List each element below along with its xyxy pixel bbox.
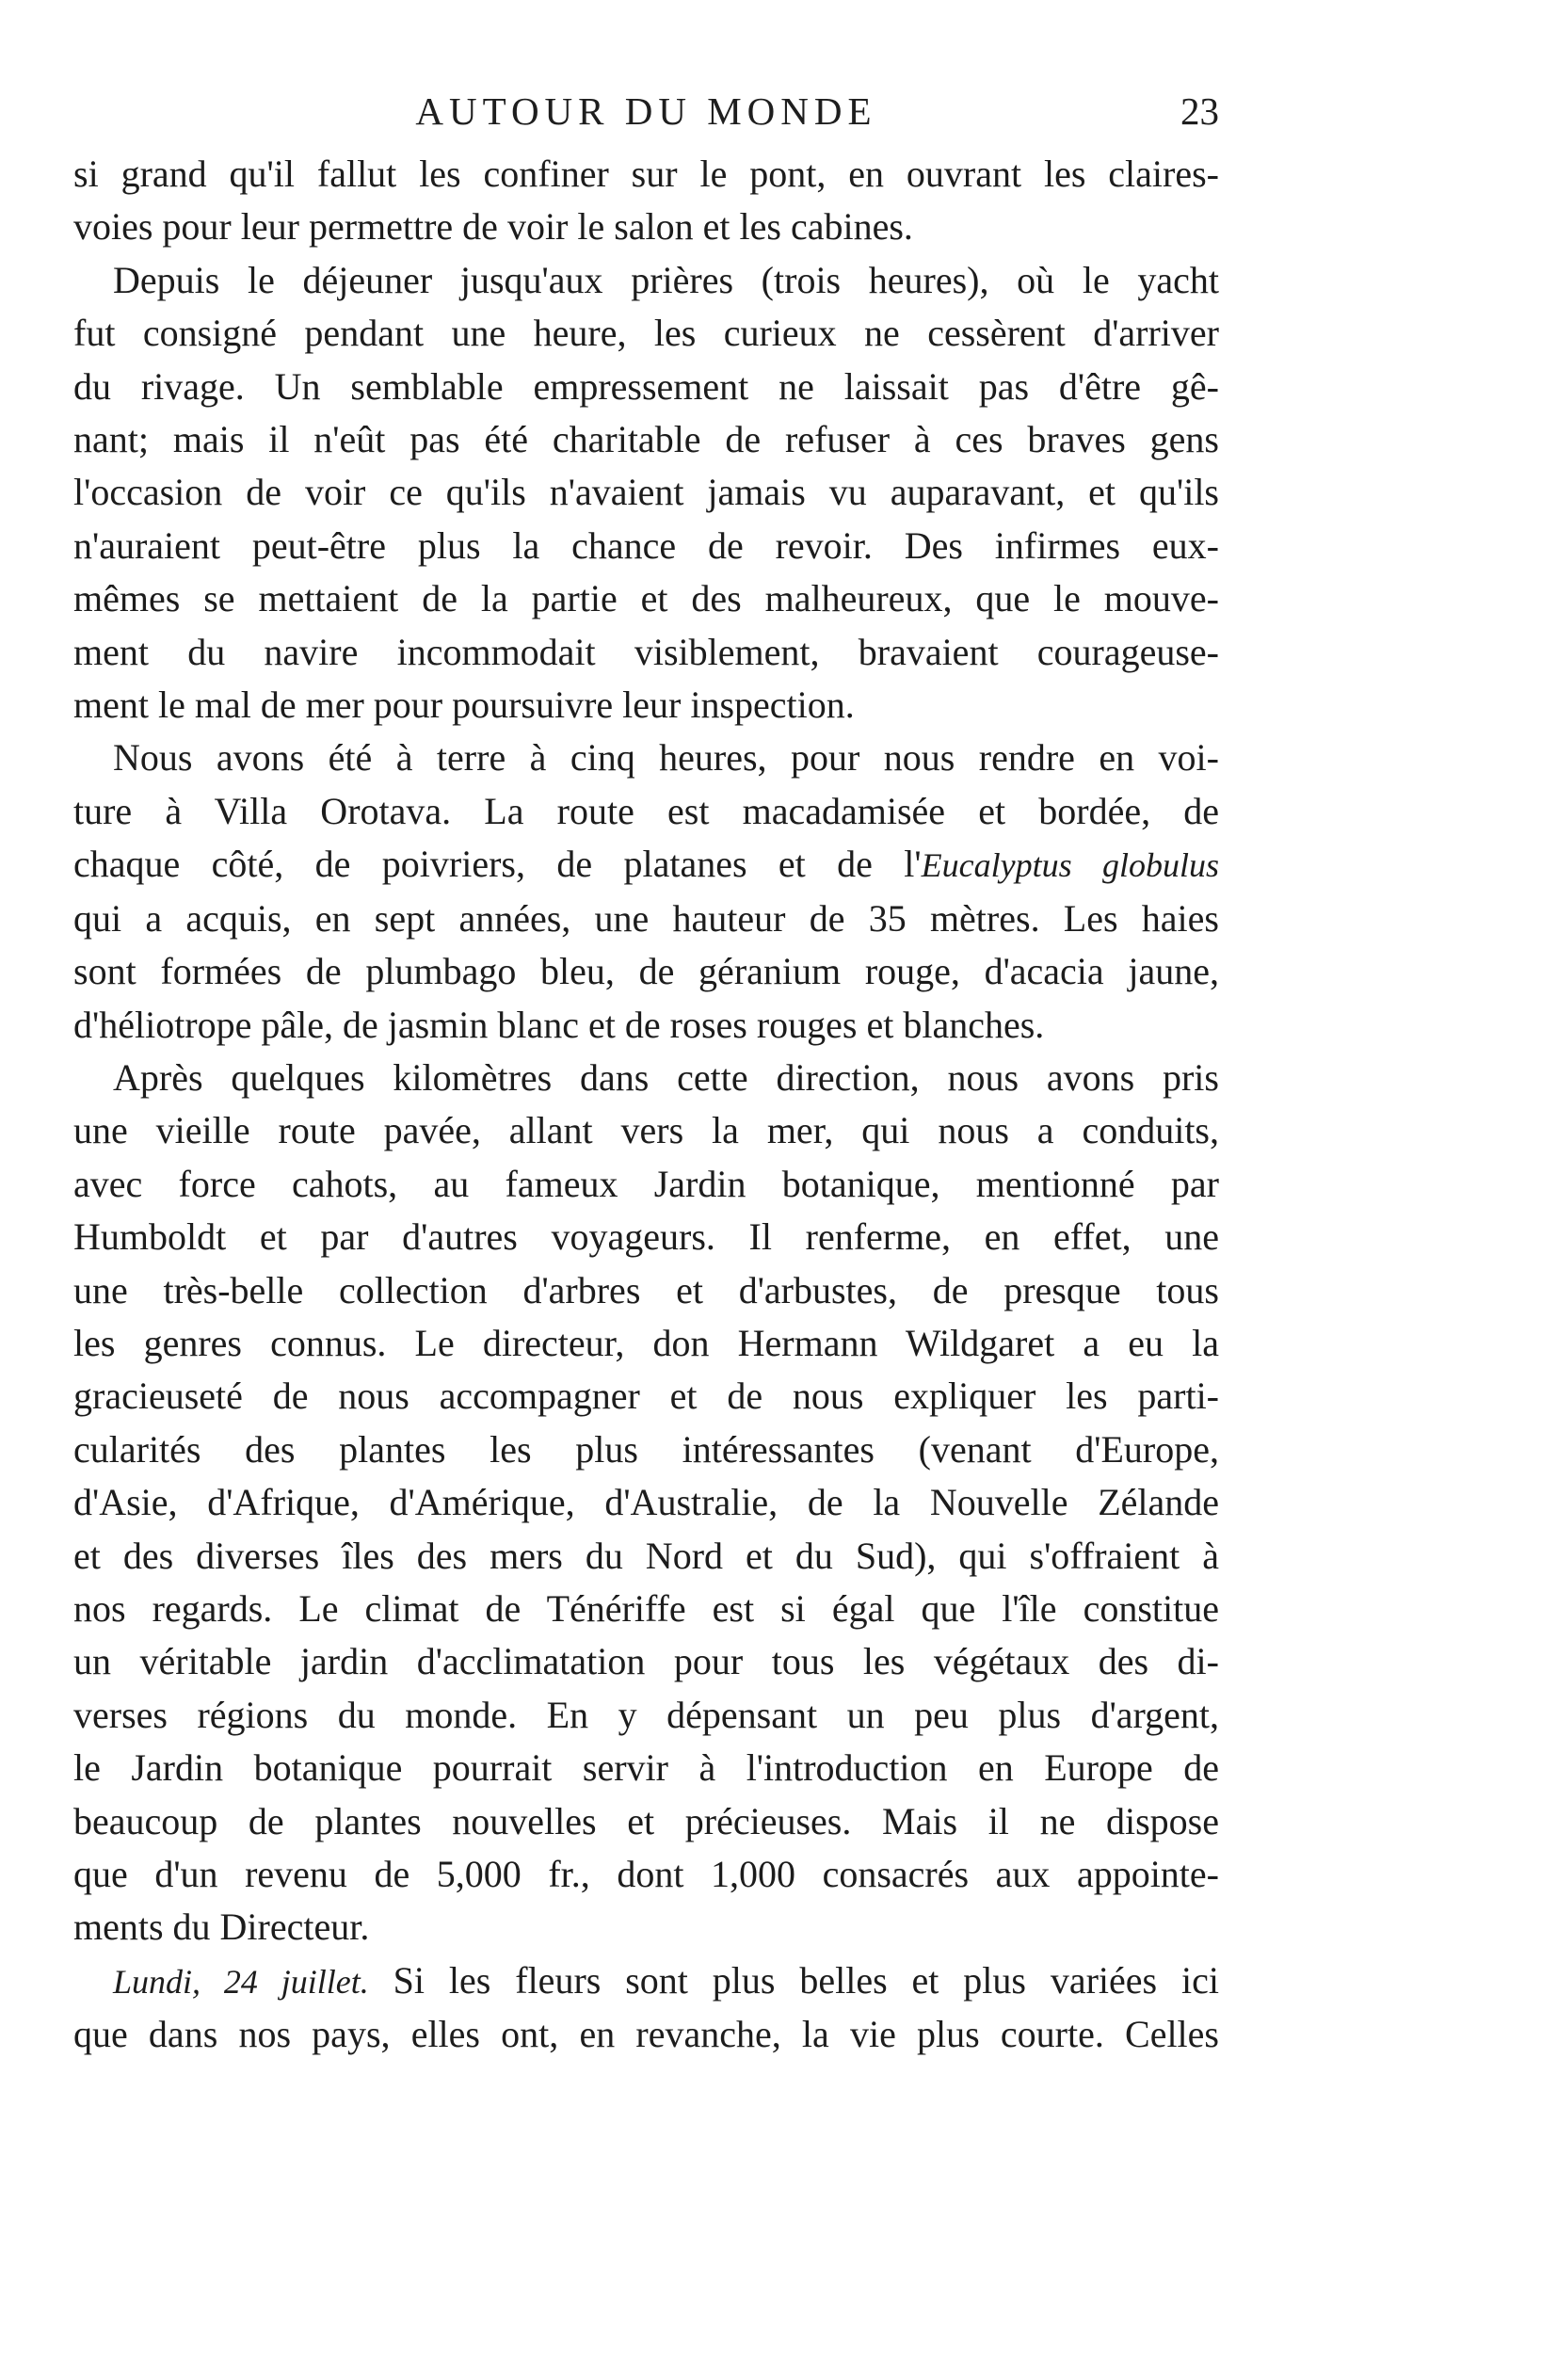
text-line: mêmes se mettaient de la partie et des malheureux, que le mouve-	[73, 577, 1219, 620]
date-heading: Lundi, 24 juillet.	[113, 1962, 369, 2001]
page-header	[73, 83, 1219, 139]
text-line: un véritable jardin d'acclimatation pour tous les végétaux des di-	[73, 1640, 1219, 1683]
text-line	[73, 1954, 1219, 2008]
text-fragment: chaque côté, de poivriers, de platanes et de l'	[73, 843, 922, 886]
text-line: Après quelques kilomètres dans cette direction, nous avons pris	[113, 1055, 1219, 1099]
text-line: une très-belle collection d'arbres et d'arbustes, de presque tous	[73, 1268, 1219, 1311]
running-title: AUTOUR DU MONDE	[415, 89, 877, 133]
text-line: cularités des plantes les plus intéressantes (venant d'Europe,	[73, 1427, 1219, 1471]
text-line: Depuis le déjeuner jusqu'aux prières (trois heures), où le yacht	[113, 258, 1219, 301]
text-line: du rivage. Un semblable empressement ne laissait pas d'être gê-	[73, 364, 1219, 408]
text-line: les genres connus. Le directeur, don Hermann Wildgaret a eu la	[73, 1321, 1219, 1364]
text-line: gracieuseté de nous accompagner et de nous expliquer les parti-	[73, 1375, 1219, 1418]
paragraph	[73, 254, 1219, 732]
text-line: Humboldt et par d'autres voyageurs. Il renferme, en effet, une	[73, 1215, 1219, 1259]
text-line: nos regards. Le climat de Ténériffe est si égal que l'île constitue	[73, 1586, 1219, 1630]
text-line: avec force cahots, au fameux Jardin botanique, mentionné par	[73, 1162, 1219, 1205]
text-line: une vieille route pavée, allant vers la mer, qui nous a conduits,	[73, 1109, 1219, 1152]
text-line: que dans nos pays, elles ont, en revanche, la vie plus courte. Celles	[73, 2013, 1219, 2056]
paragraph	[73, 1954, 1219, 2062]
text-line: l'occasion de voir ce qu'ils n'avaient jamais vu auparavant, et qu'ils	[73, 471, 1219, 514]
paragraph	[73, 148, 1219, 254]
text-line: ment du navire incommodait visiblement, bravaient courageuse-	[73, 630, 1219, 673]
text-line: si grand qu'il fallut les confiner sur le pont, en ouvrant les claires-	[73, 153, 1219, 195]
text-line: Nous avons été à terre à cinq heures, pour nous rendre en voi-	[113, 736, 1219, 780]
text-line: d'héliotrope pâle, de jasmin blanc et de roses rouges et blanches.	[73, 1003, 1045, 1046]
text-line: ments du Directeur.	[73, 1906, 370, 1949]
text-line: qui a acquis, en sept années, une hauteur de 35 mètres. Les haies	[73, 896, 1219, 940]
page-number: 23	[1180, 89, 1219, 133]
text-line: fut consigné pendant une heure, les curieux ne cessèrent d'arriver	[73, 312, 1219, 355]
paragraph	[73, 1052, 1219, 1954]
text-line: que d'un revenu de 5,000 fr., dont 1,000 consacrés aux appointe-	[73, 1853, 1219, 1895]
text-line	[73, 838, 1219, 892]
text-line: d'Asie, d'Afrique, d'Amérique, d'Australie, de la Nouvelle Zélande	[73, 1481, 1219, 1524]
species-name: Eucalyptus globulus	[921, 846, 1219, 885]
text-line: verses régions du monde. En y dépensant un peu plus d'argent,	[73, 1693, 1219, 1736]
text-line: le Jardin botanique pourrait servir à l'introduction en Europe de	[73, 1746, 1219, 1790]
text-line: beaucoup de plantes nouvelles et précieuses. Mais il ne dispose	[73, 1799, 1219, 1842]
paragraph	[73, 732, 1219, 1051]
text-line: ture à Villa Orotava. La route est macadamisée et bordée, de	[73, 789, 1219, 832]
text-line: et des diverses îles des mers du Nord et du Sud), qui s'offraient à	[73, 1534, 1219, 1577]
text-line: ment le mal de mer pour poursuivre leur inspection.	[73, 683, 855, 727]
text-fragment: Si les fleurs sont plus belles et plus variées ici	[368, 1958, 1219, 2002]
body-text	[73, 148, 1219, 2062]
text-line: nant; mais il n'eût pas été charitable de refuser à ces braves gens	[73, 418, 1219, 461]
text-line: voies pour leur permettre de voir le salon et les cabines.	[73, 205, 913, 249]
text-line: n'auraient peut-être plus la chance de revoir. Des infirmes eux-	[73, 523, 1219, 567]
text-line: sont formées de plumbago bleu, de géranium rouge, d'acacia jaune,	[73, 950, 1219, 993]
